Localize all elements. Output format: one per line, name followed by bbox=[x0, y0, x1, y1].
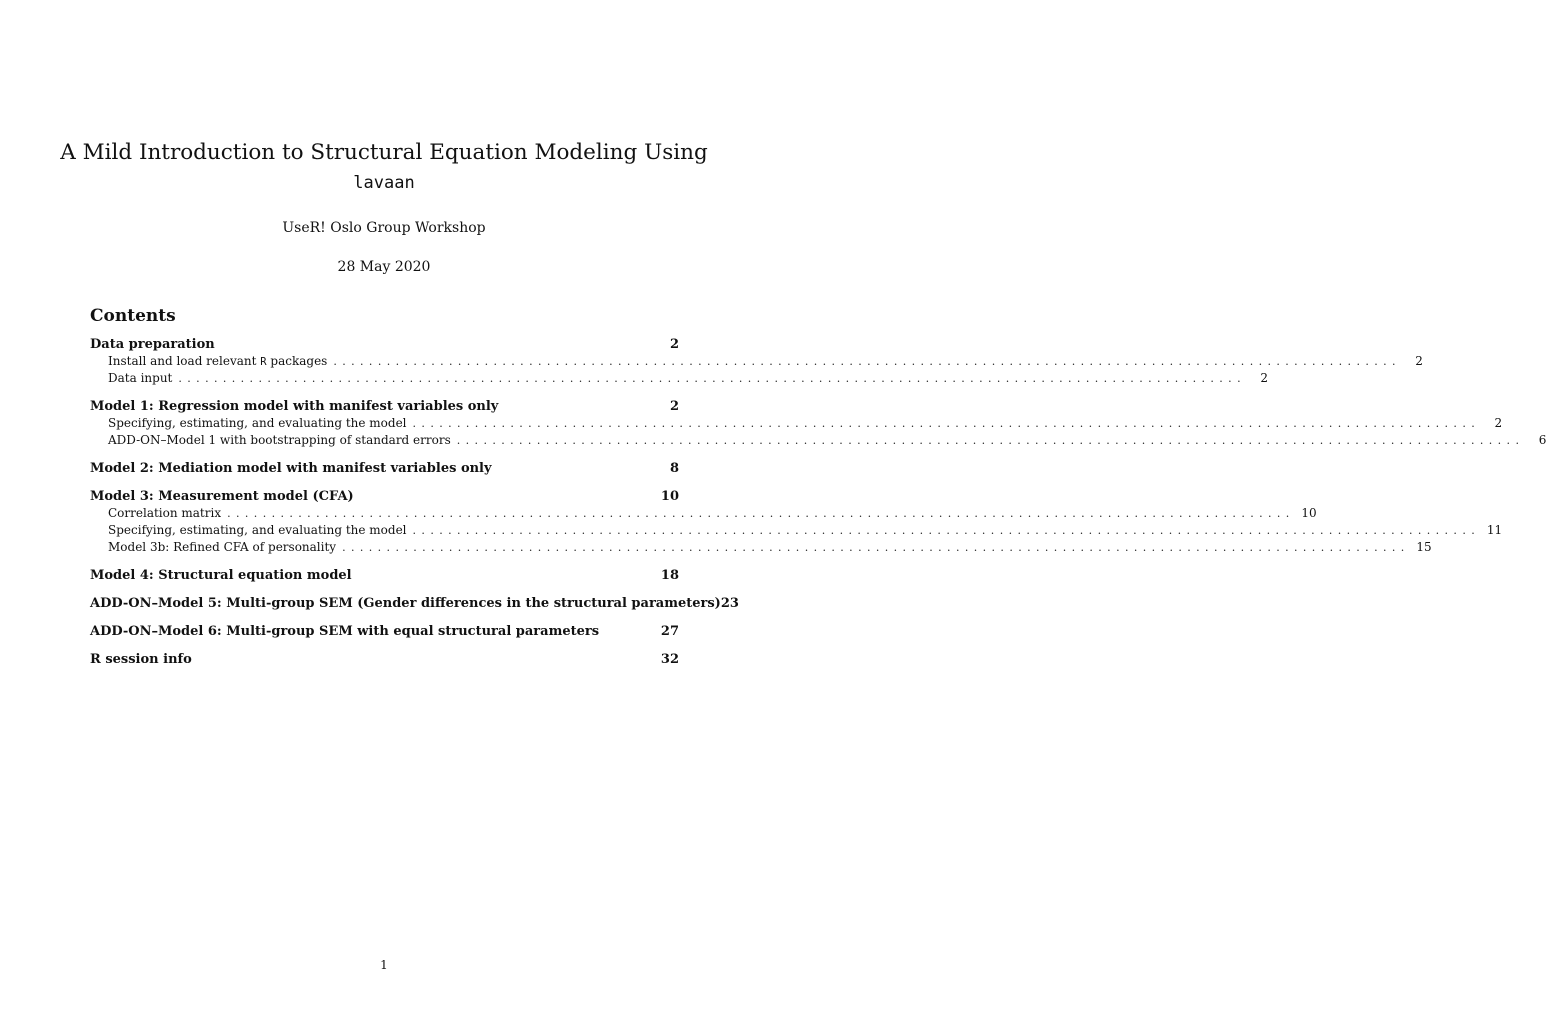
toc-page-number: 2 bbox=[669, 399, 679, 414]
toc-dot-leader: ........................................................................................................................ bbox=[178, 372, 1246, 385]
toc-page-number: 10 bbox=[1301, 506, 1317, 520]
toc-section-label: Model 4: Structural equation model bbox=[90, 568, 352, 583]
toc-page-number: 23 bbox=[720, 596, 739, 611]
toc-page-number: 2 bbox=[1494, 416, 1503, 430]
toc-page-number: 2 bbox=[1260, 371, 1268, 385]
document-title: A Mild Introduction to Structural Equation Modeling Using bbox=[60, 140, 708, 165]
toc-subsection[interactable] bbox=[90, 432, 1546, 449]
toc-section-label: Data preparation bbox=[90, 337, 215, 352]
toc-section-label: Model 1: Regression model with manifest variables only bbox=[90, 399, 499, 414]
document-subtitle: UseR! Oslo Group Workshop bbox=[282, 220, 486, 236]
toc-dot-leader: ........................................................................................................................ bbox=[456, 434, 1525, 447]
toc-subsection-label: Data input bbox=[108, 371, 173, 385]
table-of-contents bbox=[90, 336, 1546, 668]
toc-section[interactable] bbox=[90, 336, 679, 353]
toc-subsection-label: Specifying, estimating, and evaluating the model bbox=[108, 416, 407, 430]
toc-subsection-label: Install and load relevant R packages bbox=[108, 354, 328, 368]
document-title-code: lavaan bbox=[353, 173, 415, 193]
toc-subsection-label: Correlation matrix bbox=[108, 506, 222, 520]
toc-page-number: 32 bbox=[660, 652, 679, 667]
toc-subsection[interactable] bbox=[90, 505, 1317, 522]
toc-page-number: 11 bbox=[1486, 523, 1503, 537]
toc-dot-leader: ........................................................................................................................ bbox=[412, 417, 1481, 430]
toc-section-label: Model 2: Mediation model with manifest variables only bbox=[90, 461, 492, 476]
toc-subsection-label: Model 3b: Refined CFA of personality bbox=[108, 540, 337, 554]
toc-page-number: 15 bbox=[1416, 540, 1432, 554]
toc-section[interactable] bbox=[90, 567, 679, 584]
toc-section[interactable] bbox=[90, 460, 679, 477]
toc-section[interactable] bbox=[90, 398, 679, 415]
toc-section[interactable] bbox=[90, 488, 679, 505]
toc-section-label: ADD-ON–Model 5: Multi-group SEM (Gender differences in the structural parameters) bbox=[90, 596, 721, 611]
toc-subsection[interactable] bbox=[90, 370, 1268, 387]
toc-subsection[interactable] bbox=[90, 353, 1423, 370]
toc-subsection[interactable] bbox=[90, 415, 1503, 432]
contents-heading: Contents bbox=[90, 306, 176, 326]
toc-page-number: 6 bbox=[1538, 433, 1546, 447]
toc-page-number: 10 bbox=[660, 489, 679, 504]
toc-dot-leader: ........................................................................................................................ bbox=[412, 524, 1481, 537]
toc-page-number: 27 bbox=[660, 624, 679, 639]
toc-dot-leader: ........................................................................................................................ bbox=[333, 355, 1401, 368]
page-number-footer: 1 bbox=[380, 958, 388, 972]
toc-subsection[interactable] bbox=[90, 539, 1432, 556]
toc-section-label: R session info bbox=[90, 652, 192, 667]
toc-subsection[interactable] bbox=[90, 522, 1503, 539]
toc-subsection-label: ADD-ON–Model 1 with bootstrapping of standard errors bbox=[108, 433, 451, 447]
toc-subsection-label: Specifying, estimating, and evaluating the model bbox=[108, 523, 407, 537]
toc-section-label: Model 3: Measurement model (CFA) bbox=[90, 489, 354, 504]
toc-section[interactable] bbox=[90, 623, 679, 640]
toc-section[interactable] bbox=[90, 651, 679, 668]
toc-dot-leader: ........................................................................................................................ bbox=[342, 541, 1410, 554]
document-date: 28 May 2020 bbox=[337, 259, 431, 275]
toc-page-number: 18 bbox=[660, 568, 679, 583]
toc-section-label: ADD-ON–Model 6: Multi-group SEM with equal structural parameters bbox=[90, 624, 600, 639]
toc-dot-leader: ........................................................................................................................ bbox=[227, 507, 1295, 520]
toc-page-number: 2 bbox=[1415, 354, 1423, 368]
toc-section[interactable] bbox=[90, 595, 739, 612]
toc-page-number: 2 bbox=[669, 337, 679, 352]
toc-page-number: 8 bbox=[669, 461, 679, 476]
